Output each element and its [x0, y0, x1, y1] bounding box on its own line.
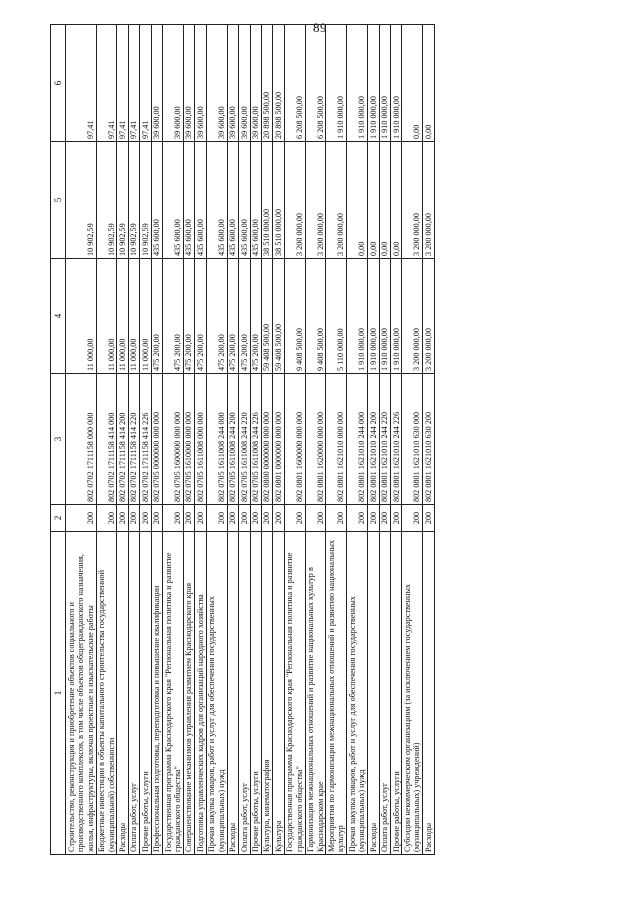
row-line-code-cell: 200 [117, 505, 128, 532]
table-row [66, 25, 96, 855]
row-approved-amount-cell: 475 200,00 [250, 259, 261, 374]
row-executed-amount-cell: 3 200 000,00 [284, 142, 305, 259]
row-budget-code-cell: 802 0801 1621010 000 000 [326, 374, 347, 505]
row-line-code-cell: 200 [140, 505, 151, 532]
row-unexecuted-amount-cell: 39 600,00 [239, 25, 250, 142]
row-budget-code-cell: 802 0705 1611008 244 000 [206, 374, 227, 505]
row-budget-code-cell: 802 0702 1711158 000 000 [66, 374, 96, 505]
table-row [391, 25, 402, 855]
row-budget-code-cell: 802 0801 1600000 000 000 [284, 374, 305, 505]
row-budget-code-cell: 802 0705 1610000 000 000 [183, 374, 194, 505]
row-unexecuted-amount-cell: 39 600,00 [227, 25, 238, 142]
row-approved-amount-cell: 11 000,00 [140, 259, 151, 374]
row-approved-amount-cell: 475 200,00 [151, 259, 162, 374]
row-approved-amount-cell: 9 408 500,00 [305, 259, 326, 374]
row-unexecuted-amount-cell: 6 208 500,00 [305, 25, 326, 142]
row-line-code-cell: 200 [305, 505, 326, 532]
row-name-cell: Подготовка управленческих кадров для организаций народного хозяйства [195, 532, 206, 855]
row-name-cell: Прочие работы, услуги [391, 532, 402, 855]
row-executed-amount-cell: 0,00 [368, 142, 379, 259]
table-row [239, 25, 250, 855]
row-approved-amount-cell: 475 200,00 [206, 259, 227, 374]
budget-table [50, 24, 435, 855]
row-budget-code-cell: 802 0705 1611008 244 220 [239, 374, 250, 505]
row-unexecuted-amount-cell: 97,41 [117, 25, 128, 142]
row-executed-amount-cell: 435 600,00 [250, 142, 261, 259]
table-row [117, 25, 128, 855]
row-approved-amount-cell: 1 910 000,00 [368, 259, 379, 374]
row-unexecuted-amount-cell: 1 910 000,00 [347, 25, 368, 142]
row-budget-code-cell: 802 0801 1621010 244 200 [368, 374, 379, 505]
row-budget-code-cell: 802 0702 1711158 414 220 [128, 374, 139, 505]
row-executed-amount-cell: 10 902,59 [96, 142, 117, 259]
row-budget-code-cell: 802 0702 1711158 414 000 [96, 374, 117, 505]
row-executed-amount-cell: 0,00 [391, 142, 402, 259]
table-row [347, 25, 368, 855]
table-row [96, 25, 117, 855]
row-line-code-cell: 200 [402, 505, 423, 532]
row-unexecuted-amount-cell: 97,41 [128, 25, 139, 142]
row-approved-amount-cell: 11 000,00 [66, 259, 96, 374]
row-unexecuted-amount-cell: 1 910 000,00 [379, 25, 390, 142]
row-approved-amount-cell: 475 200,00 [183, 259, 194, 374]
row-budget-code-cell: 802 0800 0000000 000 000 [261, 374, 272, 505]
row-approved-amount-cell: 9 408 500,00 [284, 259, 305, 374]
row-unexecuted-amount-cell: 97,41 [140, 25, 151, 142]
table-header-row [51, 25, 66, 855]
table-row [140, 25, 151, 855]
row-executed-amount-cell: 435 600,00 [227, 142, 238, 259]
table-row [206, 25, 227, 855]
header-col-6: 6 [51, 25, 66, 142]
page-number: 89 [313, 20, 327, 35]
row-approved-amount-cell: 1 910 000,00 [347, 259, 368, 374]
table-row [273, 25, 284, 855]
row-name-cell: Прочая закупка товаров, работ и услуг для обеспечения государственных (муниципальных) нужд [206, 532, 227, 855]
row-executed-amount-cell: 3 200 000,00 [423, 142, 434, 259]
row-approved-amount-cell: 1 910 000,00 [379, 259, 390, 374]
table-row [183, 25, 194, 855]
row-executed-amount-cell: 435 600,00 [206, 142, 227, 259]
row-budget-code-cell: 802 0801 1621010 244 226 [391, 374, 402, 505]
row-executed-amount-cell: 10 902,59 [128, 142, 139, 259]
row-budget-code-cell: 802 0705 1611008 244 200 [227, 374, 238, 505]
row-name-cell: Оплата работ, услуг [239, 532, 250, 855]
table-row [284, 25, 305, 855]
row-unexecuted-amount-cell: 39 600,00 [195, 25, 206, 142]
table-row [195, 25, 206, 855]
header-col-4: 4 [51, 259, 66, 374]
row-name-cell: Профессиональная подготовка, переподготовка и повышение квалификации [151, 532, 162, 855]
row-executed-amount-cell: 0,00 [347, 142, 368, 259]
row-line-code-cell: 200 [239, 505, 250, 532]
row-line-code-cell: 200 [96, 505, 117, 532]
row-line-code-cell: 200 [128, 505, 139, 532]
row-line-code-cell: 200 [66, 505, 96, 532]
table-row [128, 25, 139, 855]
row-budget-code-cell: 802 0801 1621010 630 000 [402, 374, 423, 505]
row-unexecuted-amount-cell: 39 600,00 [206, 25, 227, 142]
row-approved-amount-cell: 475 200,00 [195, 259, 206, 374]
row-budget-code-cell: 802 0702 1711158 414 226 [140, 374, 151, 505]
row-executed-amount-cell: 10 902,59 [66, 142, 96, 259]
row-approved-amount-cell: 1 910 000,00 [391, 259, 402, 374]
header-col-2: 2 [51, 505, 66, 532]
table-row [326, 25, 347, 855]
row-name-cell: Совершенствование механизмов управления развитием Краснодарского края [183, 532, 194, 855]
row-executed-amount-cell: 38 510 000,00 [261, 142, 272, 259]
row-line-code-cell: 200 [183, 505, 194, 532]
row-unexecuted-amount-cell: 39 600,00 [183, 25, 194, 142]
row-approved-amount-cell: 59 408 500,00 [273, 259, 284, 374]
table-row [261, 25, 272, 855]
row-budget-code-cell: 802 0801 0000000 000 000 [273, 374, 284, 505]
row-unexecuted-amount-cell: 39 600,00 [151, 25, 162, 142]
row-budget-code-cell: 802 0801 1621010 630 200 [423, 374, 434, 505]
row-line-code-cell: 200 [163, 505, 184, 532]
row-name-cell: Культура, кинематография [261, 532, 272, 855]
row-name-cell: Мероприятия по гармонизации межнациональных отношений и развитию национальных культур [326, 532, 347, 855]
row-line-code-cell: 200 [273, 505, 284, 532]
row-unexecuted-amount-cell: 39 600,00 [163, 25, 184, 142]
row-budget-code-cell: 802 0705 1600000 000 000 [163, 374, 184, 505]
row-budget-code-cell: 802 0801 1620000 000 000 [305, 374, 326, 505]
row-line-code-cell: 200 [250, 505, 261, 532]
row-executed-amount-cell: 38 510 000,00 [273, 142, 284, 259]
row-name-cell: Прочие работы, услуги [250, 532, 261, 855]
row-approved-amount-cell: 59 408 500,00 [261, 259, 272, 374]
row-approved-amount-cell: 11 000,00 [96, 259, 117, 374]
row-executed-amount-cell: 0,00 [379, 142, 390, 259]
row-budget-code-cell: 802 0705 1611008 244 226 [250, 374, 261, 505]
row-approved-amount-cell: 3 200 000,00 [402, 259, 423, 374]
row-unexecuted-amount-cell: 6 208 500,00 [284, 25, 305, 142]
row-name-cell: Культура [273, 532, 284, 855]
row-name-cell: Расходы [423, 532, 434, 855]
row-name-cell: Расходы [117, 532, 128, 855]
row-approved-amount-cell: 475 200,00 [163, 259, 184, 374]
row-unexecuted-amount-cell: 0,00 [402, 25, 423, 142]
table-row [151, 25, 162, 855]
table-row [305, 25, 326, 855]
row-approved-amount-cell: 3 200 000,00 [423, 259, 434, 374]
table-row [402, 25, 423, 855]
row-unexecuted-amount-cell: 39 600,00 [250, 25, 261, 142]
row-unexecuted-amount-cell: 97,41 [96, 25, 117, 142]
row-name-cell: Бюджетные инвестиции в объекты капитального строительства государственной (муниципальной) собственности [96, 532, 117, 855]
row-line-code-cell: 200 [284, 505, 305, 532]
row-name-cell: Строительство, реконструкция и приобретение объектов социального и производственного комплексов, в том числе объектов общегражданского назначения, жилья, инфраструктуры, включая проектные и изыскательские работы [66, 532, 96, 855]
row-executed-amount-cell: 435 600,00 [163, 142, 184, 259]
row-line-code-cell: 200 [151, 505, 162, 532]
table-row [368, 25, 379, 855]
row-line-code-cell: 200 [195, 505, 206, 532]
table-row [423, 25, 434, 855]
row-approved-amount-cell: 5 110 000,00 [326, 259, 347, 374]
row-unexecuted-amount-cell: 1 910 000,00 [368, 25, 379, 142]
row-unexecuted-amount-cell: 20 898 500,00 [273, 25, 284, 142]
header-col-5: 5 [51, 142, 66, 259]
row-executed-amount-cell: 435 600,00 [239, 142, 250, 259]
row-name-cell: Оплата работ, услуг [379, 532, 390, 855]
row-executed-amount-cell: 435 600,00 [183, 142, 194, 259]
row-name-cell: Оплата работ, услуг [128, 532, 139, 855]
row-budget-code-cell: 802 0702 1711158 414 200 [117, 374, 128, 505]
table-body [66, 25, 434, 855]
row-approved-amount-cell: 11 000,00 [128, 259, 139, 374]
row-executed-amount-cell: 3 200 000,00 [326, 142, 347, 259]
row-executed-amount-cell: 435 600,00 [195, 142, 206, 259]
row-line-code-cell: 200 [347, 505, 368, 532]
row-name-cell: Расходы [227, 532, 238, 855]
row-approved-amount-cell: 11 000,00 [117, 259, 128, 374]
row-executed-amount-cell: 435 600,00 [151, 142, 162, 259]
rotated-table-container [50, 55, 615, 855]
row-budget-code-cell: 802 0705 1611008 000 000 [195, 374, 206, 505]
row-line-code-cell: 200 [227, 505, 238, 532]
row-name-cell: Расходы [368, 532, 379, 855]
row-budget-code-cell: 802 0801 1621010 244 220 [379, 374, 390, 505]
row-name-cell: Гармонизация межнациональных отношений и развитие национальных культур в Краснодарском крае [305, 532, 326, 855]
row-executed-amount-cell: 10 902,59 [117, 142, 128, 259]
row-line-code-cell: 200 [379, 505, 390, 532]
row-executed-amount-cell: 3 200 000,00 [305, 142, 326, 259]
row-executed-amount-cell: 3 200 000,00 [402, 142, 423, 259]
row-unexecuted-amount-cell: 97,41 [66, 25, 96, 142]
row-unexecuted-amount-cell: 20 898 500,00 [261, 25, 272, 142]
row-unexecuted-amount-cell: 1 910 000,00 [326, 25, 347, 142]
row-name-cell: Прочая закупка товаров, работ и услуг для обеспечения государственных (муниципальных) нужд [347, 532, 368, 855]
table-row [163, 25, 184, 855]
row-approved-amount-cell: 475 200,00 [227, 259, 238, 374]
table-row [227, 25, 238, 855]
row-line-code-cell: 200 [391, 505, 402, 532]
row-name-cell: Государственная программа Краснодарского края "Региональная политика и развитие гражданского общества" [163, 532, 184, 855]
row-line-code-cell: 200 [261, 505, 272, 532]
row-name-cell: Государственная программа Краснодарского края "Региональная политика и развитие гражданского общества" [284, 532, 305, 855]
table-row [379, 25, 390, 855]
table-row [250, 25, 261, 855]
row-name-cell: Прочие работы, услуги [140, 532, 151, 855]
header-col-3: 3 [51, 374, 66, 505]
row-unexecuted-amount-cell: 0,00 [423, 25, 434, 142]
row-line-code-cell: 200 [368, 505, 379, 532]
row-line-code-cell: 200 [326, 505, 347, 532]
header-col-1: 1 [51, 532, 66, 855]
row-executed-amount-cell: 10 902,59 [140, 142, 151, 259]
row-line-code-cell: 200 [423, 505, 434, 532]
row-line-code-cell: 200 [206, 505, 227, 532]
row-budget-code-cell: 802 0705 0000000 000 000 [151, 374, 162, 505]
row-budget-code-cell: 802 0801 1621010 244 000 [347, 374, 368, 505]
row-name-cell: Субсидии некоммерческим организациям (за исключением государственных (муниципальных) учреждений) [402, 532, 423, 855]
row-unexecuted-amount-cell: 1 910 000,00 [391, 25, 402, 142]
row-approved-amount-cell: 475 200,00 [239, 259, 250, 374]
